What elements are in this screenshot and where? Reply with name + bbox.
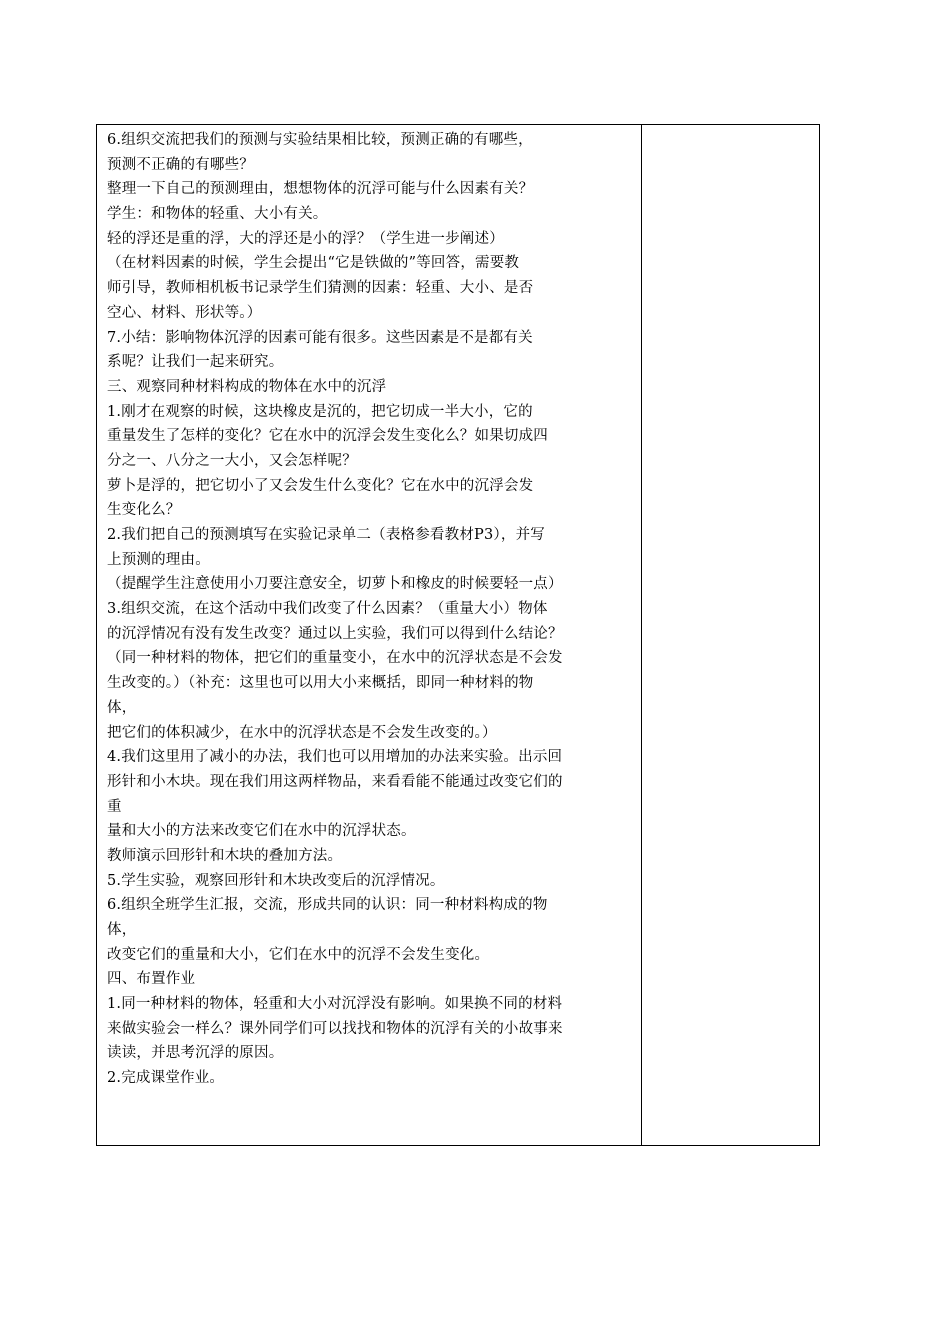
text-line: 体， (107, 699, 137, 716)
notes-cell (642, 125, 819, 1145)
text-line: 重量发生了怎样的变化？它在水中的沉浮会发生变化么？如果切成四 (107, 428, 548, 445)
text-line: 生改变的。）（补充：这里也可以用大小来概括，即同一种材料的物 (107, 675, 534, 692)
text-line: 师引导，教师相机板书记录学生们猜测的因素：轻重、大小、是否 (107, 280, 534, 297)
text-line: 1.同一种材料的物体，轻重和大小对沉浮没有影响。如果换不同的材料 (107, 996, 563, 1013)
text-line: 改变它们的重量和大小，它们在水中的沉浮不会发生变化。 (107, 946, 490, 963)
text-line: 轻的浮还是重的浮，大的浮还是小的浮？（学生进一步阐述） (107, 230, 504, 247)
text-line: 读读，并思考沉浮的原因。 (107, 1045, 284, 1062)
text-line: 形针和小木块。现在我们用这两样物品，来看看能不能通过改变它们的 (107, 773, 563, 790)
text-line: 上预测的理由。 (107, 551, 210, 568)
text-line: （提醒学生注意使用小刀要注意安全，切萝卜和橡皮的时候要轻一点） (107, 576, 563, 593)
text-line: 7.小结：影响物体沉浮的因素可能有很多。这些因素是不是都有关 (107, 329, 533, 346)
text-line: 2.我们把自己的预测填写在实验记录单二（表格参看教材P3），并写 (107, 527, 545, 543)
text-line: 来做实验会一样么？课外同学们可以找找和物体的沉浮有关的小故事来 (107, 1020, 563, 1037)
text-line: 量和大小的方法来改变它们在水中的沉浮状态。 (107, 823, 416, 840)
text-line: 的沉浮情况有没有发生改变？通过以上实验，我们可以得到什么结论？ (107, 625, 563, 642)
text-line: 5.学生实验，观察回形针和木块改变后的沉浮情况。 (107, 872, 445, 889)
text-line: 重 (107, 798, 122, 815)
text-line: 四、布置作业 (107, 971, 196, 988)
text-line: 空心、材料、形状等。） (107, 304, 262, 321)
text-line: 学生：和物体的轻重、大小有关。 (107, 206, 328, 223)
text-line: 4.我们这里用了减小的办法，我们也可以用增加的办法来实验。出示回 (107, 749, 563, 766)
text-line: （在材料因素的时候，学生会提出“它是铁做的”等回答，需要教 (107, 255, 520, 272)
text-line: 3.组织交流，在这个活动中我们改变了什么因素？（重量大小）物体 (107, 601, 548, 618)
text-line: 把它们的体积减少，在水中的沉浮状态是不会发生改变的。） (107, 724, 497, 741)
text-line: 体， (107, 922, 137, 938)
text-line: 6.组织交流把我们的预测与实验结果相比较，预测正确的有哪些， (107, 132, 533, 148)
text-line: 1.刚才在观察的时候，这块橡皮是沉的，把它切成一半大小，它的 (107, 403, 533, 420)
text-line: （同一种材料的物体，把它们的重量变小，在水中的沉浮状态是不会发 (107, 650, 563, 667)
text-line: 分之一、八分之一大小，又会怎样呢？ (107, 452, 357, 469)
text-line: 三、观察同种材料构成的物体在水中的沉浮 (107, 378, 387, 395)
text-line: 教师演示回形针和木块的叠加方法。 (107, 847, 343, 864)
text-line: 预测不正确的有哪些？ (107, 156, 254, 173)
text-line: 2.完成课堂作业。 (107, 1070, 225, 1087)
lesson-plan-table (96, 124, 820, 1146)
text-line: 生变化么？ (107, 502, 181, 519)
text-line: 整理一下自己的预测理由，想想物体的沉浮可能与什么因素有关？ (107, 181, 534, 198)
text-line: 萝卜是浮的，把它切小了又会发生什么变化？它在水中的沉浮会发 (107, 477, 534, 494)
lesson-content-cell (97, 125, 642, 1145)
lesson-content (107, 128, 637, 1091)
text-line: 6.组织全班学生汇报，交流，形成共同的认识：同一种材料构成的物 (107, 897, 548, 914)
text-line: 系呢？让我们一起来研究。 (107, 354, 284, 371)
